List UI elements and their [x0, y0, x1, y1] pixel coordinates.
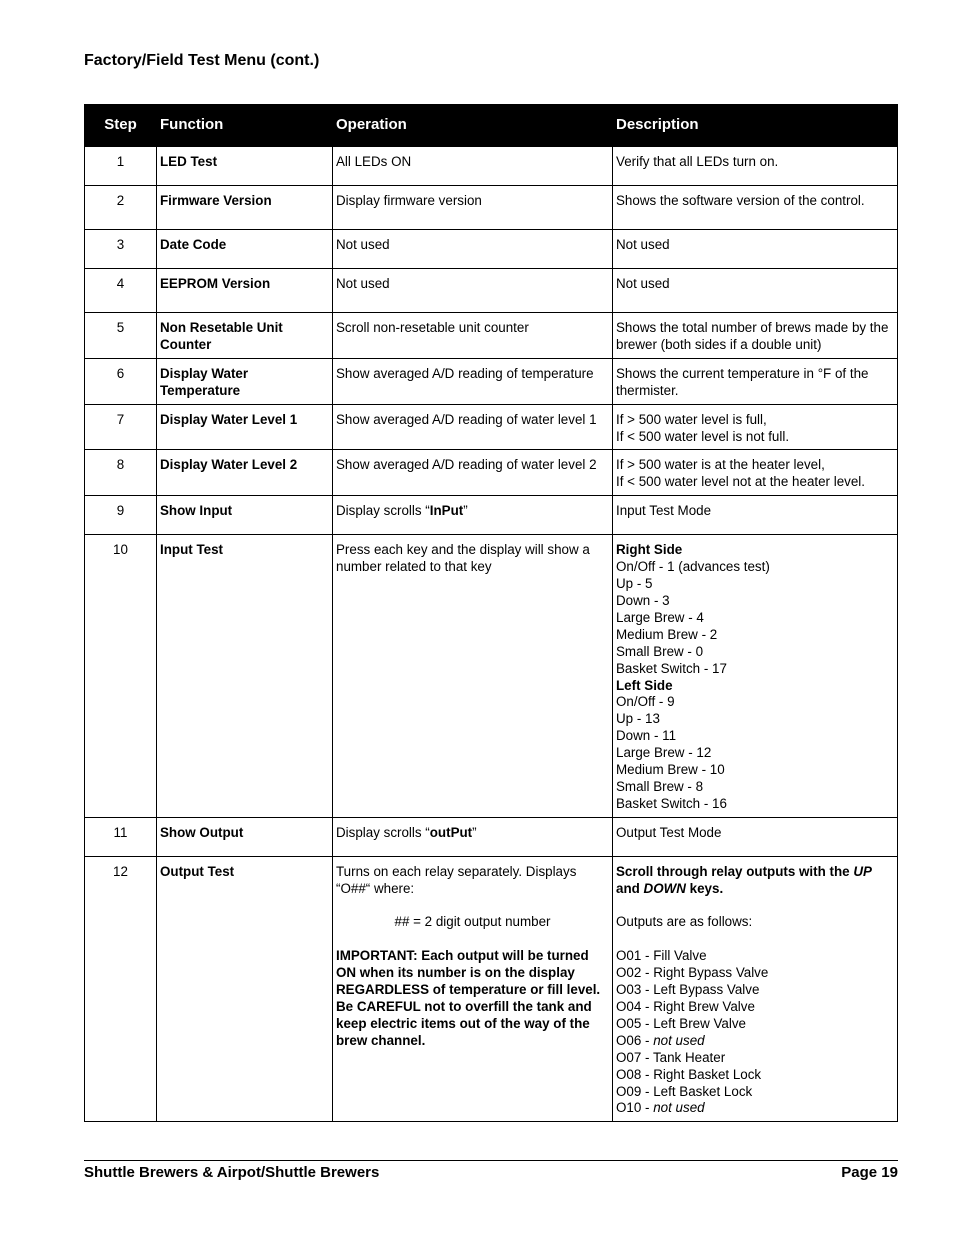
footer-page-number: Page 19: [841, 1164, 898, 1181]
key-item: Large Brew - 4: [616, 609, 704, 625]
description-line: If < 500 water level not at the heater level.: [616, 474, 865, 490]
table-row: [85, 535, 898, 818]
table-row: [85, 856, 898, 1122]
description-cell: Shows the total number of brews made by the brewer (both sides if a double unit): [613, 313, 898, 359]
operation-suffix: ”: [463, 503, 468, 519]
table-row: [85, 269, 898, 313]
function-cell: Display Water Level 1: [157, 404, 333, 450]
step-cell: 11: [85, 817, 157, 856]
output-number-note: ## = 2 digit output number: [394, 914, 551, 930]
footer-document-title: Shuttle Brewers & Airpot/Shuttle Brewers: [84, 1164, 380, 1181]
operation-cell: All LEDs ON: [333, 147, 613, 186]
scroll-instruction: Scroll through relay outputs with the UP and DOWN keys.: [616, 863, 872, 896]
function-cell: Firmware Version: [157, 186, 333, 230]
description-cell: [613, 535, 898, 818]
outputs-intro: Outputs are as follows:: [616, 914, 753, 930]
test-menu-table: [84, 104, 898, 1122]
page-title: Factory/Field Test Menu (cont.): [84, 52, 320, 69]
description-cell: Not used: [613, 269, 898, 313]
header-description: Description: [613, 105, 898, 147]
step-cell: 5: [85, 313, 157, 359]
step-cell: 7: [85, 404, 157, 450]
operation-cell: Not used: [333, 230, 613, 269]
output-item: O05 - Left Brew Valve: [616, 1015, 746, 1031]
description-line: If < 500 water level is not full.: [616, 428, 790, 444]
function-cell: Show Input: [157, 496, 333, 535]
operation-cell: Show averaged A/D reading of water level 1: [333, 404, 613, 450]
description-line: If > 500 water level is full,: [616, 411, 767, 427]
operation-cell: Not used: [333, 269, 613, 313]
function-cell: Display Water Temperature: [157, 358, 333, 404]
key-item: On/Off - 1 (advances test): [616, 559, 770, 575]
key-item: Up - 13: [616, 711, 660, 727]
output-item: O04 - Right Brew Valve: [616, 998, 755, 1014]
table-row: [85, 817, 898, 856]
key-item: Small Brew - 0: [616, 643, 704, 659]
description-cell: Output Test Mode: [613, 817, 898, 856]
operation-cell: [333, 856, 613, 1122]
table-row: [85, 230, 898, 269]
description-line: If > 500 water is at the heater level,: [616, 457, 825, 473]
key-item: Basket Switch - 16: [616, 795, 727, 811]
operation-cell: [333, 496, 613, 535]
operation-cell: Display firmware version: [333, 186, 613, 230]
output-item: O09 - Left Basket Lock: [616, 1083, 753, 1099]
operation-text: Turns on each relay separately. Displays “O##“ where:: [336, 863, 577, 896]
step-cell: 3: [85, 230, 157, 269]
operation-cell: Show averaged A/D reading of water level 2: [333, 450, 613, 496]
step-cell: 4: [85, 269, 157, 313]
function-cell: Non Resetable Unit Counter: [157, 313, 333, 359]
footer-divider: [84, 1160, 898, 1161]
output-item: O08 - Right Basket Lock: [616, 1066, 762, 1082]
step-cell: 2: [85, 186, 157, 230]
display-code: outPut: [429, 824, 473, 840]
step-cell: 8: [85, 450, 157, 496]
description-cell: [613, 450, 898, 496]
table-header-row: [85, 105, 898, 147]
key-item: Up - 5: [616, 576, 653, 592]
table-row: [85, 147, 898, 186]
table-row: [85, 186, 898, 230]
description-cell: Input Test Mode: [613, 496, 898, 535]
output-item: O02 - Right Bypass Valve: [616, 965, 769, 981]
function-cell: Show Output: [157, 817, 333, 856]
display-code: InPut: [429, 503, 464, 519]
description-cell: [613, 404, 898, 450]
left-side-heading: Left Side: [616, 677, 673, 693]
description-cell: Shows the current temperature in °F of the thermister.: [613, 358, 898, 404]
key-item: Large Brew - 12: [616, 745, 712, 761]
table-row: [85, 496, 898, 535]
function-cell: LED Test: [157, 147, 333, 186]
output-item: O06 - not used: [616, 1032, 705, 1048]
key-item: Down - 3: [616, 592, 670, 608]
output-item: O03 - Left Bypass Valve: [616, 982, 760, 998]
description-cell: Not used: [613, 230, 898, 269]
key-item: Small Brew - 8: [616, 778, 704, 794]
function-cell: Output Test: [157, 856, 333, 1122]
table-row: [85, 450, 898, 496]
operation-cell: Scroll non-resetable unit counter: [333, 313, 613, 359]
output-item: O07 - Tank Heater: [616, 1049, 726, 1065]
function-cell: EEPROM Version: [157, 269, 333, 313]
output-item: O01 - Fill Valve: [616, 948, 707, 964]
header-step: Step: [85, 105, 157, 147]
function-cell: Display Water Level 2: [157, 450, 333, 496]
table-row: [85, 313, 898, 359]
step-cell: 9: [85, 496, 157, 535]
step-cell: 1: [85, 147, 157, 186]
output-item: O10 - not used: [616, 1100, 705, 1116]
function-cell: Input Test: [157, 535, 333, 818]
operation-prefix: Display scrolls “: [336, 824, 430, 840]
operation-cell: Press each key and the display will show a number related to that key: [333, 535, 613, 818]
operation-cell: [333, 817, 613, 856]
description-cell: [613, 856, 898, 1122]
operation-prefix: Display scrolls “: [336, 503, 430, 519]
table-row: [85, 358, 898, 404]
function-cell: Date Code: [157, 230, 333, 269]
description-cell: Shows the software version of the control.: [613, 186, 898, 230]
header-operation: Operation: [333, 105, 613, 147]
important-warning: IMPORTANT: Each output will be turned ON when its number is on the display REGARDLESS of temperature or fill level. Be CAREFUL not to overfill the tank and keep electric items out of the way of the brew channel.: [336, 948, 601, 1048]
header-function: Function: [157, 105, 333, 147]
key-item: Medium Brew - 10: [616, 762, 725, 778]
operation-cell: Show averaged A/D reading of temperature: [333, 358, 613, 404]
step-cell: 12: [85, 856, 157, 1122]
key-item: Medium Brew - 2: [616, 626, 718, 642]
right-side-heading: Right Side: [616, 542, 683, 558]
table-row: [85, 404, 898, 450]
description-cell: Verify that all LEDs turn on.: [613, 147, 898, 186]
key-item: On/Off - 9: [616, 694, 675, 710]
operation-suffix: ”: [472, 824, 477, 840]
step-cell: 6: [85, 358, 157, 404]
key-item: Basket Switch - 17: [616, 660, 727, 676]
key-item: Down - 11: [616, 728, 677, 744]
step-cell: 10: [85, 535, 157, 818]
